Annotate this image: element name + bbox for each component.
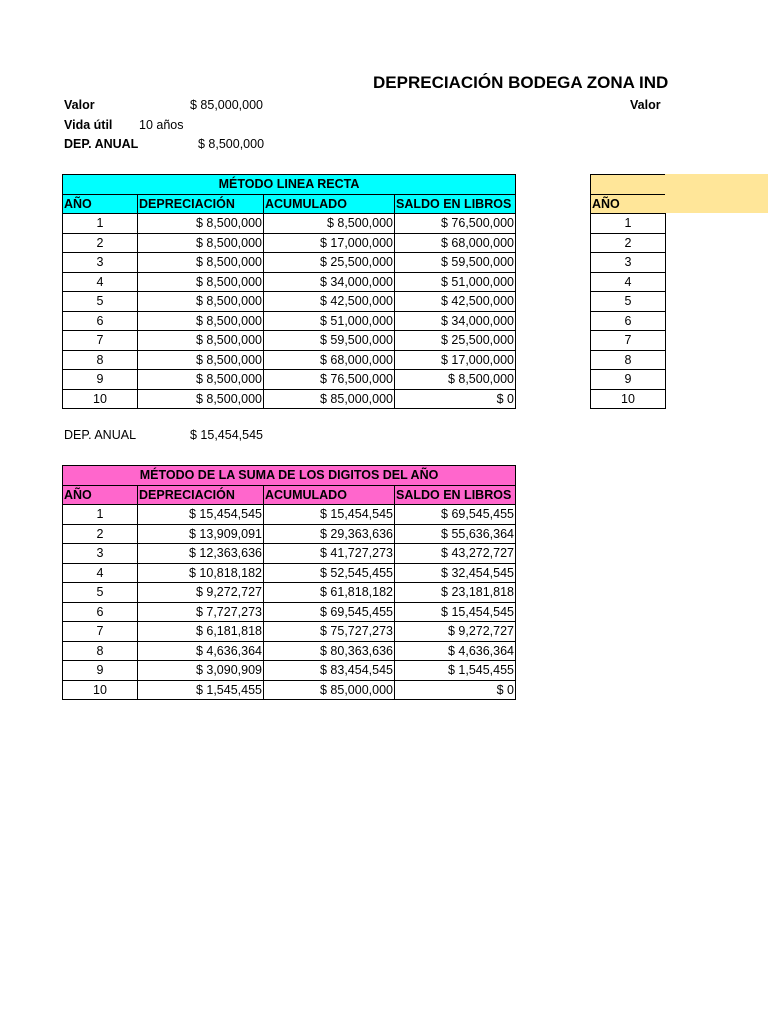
cell-ano: 1 [63, 505, 138, 525]
cell-ano: 9 [63, 661, 138, 681]
cell-depreciacion: $ 10,818,182 [138, 563, 264, 583]
cell-ano: 7 [591, 331, 666, 351]
cell-acumulado: $ 52,545,455 [264, 563, 395, 583]
suma-digitos-header-row [63, 485, 516, 505]
table-row [63, 331, 516, 351]
cell-ano: 9 [591, 370, 666, 390]
table-row [63, 583, 516, 603]
cell-ano: 8 [63, 641, 138, 661]
table-row [63, 622, 516, 642]
table-row [63, 563, 516, 583]
cell-saldo: $ 76,500,000 [395, 214, 516, 234]
cell-depreciacion: $ 8,500,000 [138, 311, 264, 331]
cell-acumulado: $ 41,727,273 [264, 544, 395, 564]
cell-acumulado: $ 15,454,545 [264, 505, 395, 525]
cell-depreciacion: $ 13,909,091 [138, 524, 264, 544]
table-row [63, 641, 516, 661]
cell-depreciacion: $ 12,363,636 [138, 544, 264, 564]
table-row [63, 233, 516, 253]
table-row [63, 505, 516, 525]
cell-ano: 1 [591, 214, 666, 234]
cell-ano: 2 [63, 233, 138, 253]
table-row [591, 389, 666, 409]
cell-acumulado: $ 61,818,182 [264, 583, 395, 603]
cell-ano: 4 [591, 272, 666, 292]
cell-acumulado: $ 85,000,000 [264, 389, 395, 409]
cell-ano: 6 [63, 311, 138, 331]
table-row [63, 389, 516, 409]
page-title: DEPRECIACIÓN BODEGA ZONA IND [373, 73, 669, 92]
table-row [63, 350, 516, 370]
cell-ano: 7 [63, 331, 138, 351]
cell-saldo: $ 25,500,000 [395, 331, 516, 351]
col-header-ano: AÑO [63, 485, 138, 505]
cell-ano: 5 [63, 583, 138, 603]
cell-saldo: $ 15,454,545 [395, 602, 516, 622]
cell-acumulado: $ 76,500,000 [264, 370, 395, 390]
cell-acumulado: $ 83,454,545 [264, 661, 395, 681]
cell-depreciacion: $ 8,500,000 [138, 272, 264, 292]
linea-recta-table [62, 174, 516, 409]
cell-ano: 9 [63, 370, 138, 390]
cell-saldo: $ 4,636,364 [395, 641, 516, 661]
table-row [63, 544, 516, 564]
right-partial-table [590, 174, 666, 409]
cell-ano: 5 [591, 292, 666, 312]
cell-depreciacion: $ 9,272,727 [138, 583, 264, 603]
cell-acumulado: $ 25,500,000 [264, 253, 395, 273]
linea-recta-header-row [63, 194, 516, 214]
cell-depreciacion: $ 8,500,000 [138, 292, 264, 312]
table-row [63, 680, 516, 700]
table-row [591, 214, 666, 234]
col-header-acumulado: ACUMULADO [264, 485, 395, 505]
cell-acumulado: $ 75,727,273 [264, 622, 395, 642]
cell-depreciacion: $ 4,636,364 [138, 641, 264, 661]
right-table-title-cell [591, 175, 666, 195]
col-header-depreciacion: DEPRECIACIÓN [138, 194, 264, 214]
table-row [63, 272, 516, 292]
cell-depreciacion: $ 8,500,000 [138, 331, 264, 351]
table-row [63, 311, 516, 331]
cell-ano: 3 [591, 253, 666, 273]
cell-ano: 10 [63, 680, 138, 700]
table-row [63, 214, 516, 234]
table-row [591, 233, 666, 253]
table-row [591, 292, 666, 312]
valor-value: $ 85,000,000 [190, 98, 263, 112]
col-header-acumulado: ACUMULADO [264, 194, 395, 214]
cell-saldo: $ 51,000,000 [395, 272, 516, 292]
table-row [591, 253, 666, 273]
cell-ano: 3 [63, 253, 138, 273]
cell-acumulado: $ 80,363,636 [264, 641, 395, 661]
cell-saldo: $ 55,636,364 [395, 524, 516, 544]
right-valor-label: Valor [630, 98, 661, 112]
dep-anual-label: DEP. ANUAL [64, 137, 139, 151]
table-row [63, 602, 516, 622]
right-yellow-band [665, 174, 768, 213]
cell-ano: 6 [591, 311, 666, 331]
cell-acumulado: $ 69,545,455 [264, 602, 395, 622]
cell-depreciacion: $ 8,500,000 [138, 370, 264, 390]
cell-acumulado: $ 17,000,000 [264, 233, 395, 253]
table-row [63, 661, 516, 681]
vida-util-value: 10 años [139, 118, 184, 132]
cell-ano: 8 [591, 350, 666, 370]
cell-saldo: $ 34,000,000 [395, 311, 516, 331]
cell-depreciacion: $ 3,090,909 [138, 661, 264, 681]
cell-acumulado: $ 8,500,000 [264, 214, 395, 234]
cell-ano: 7 [63, 622, 138, 642]
cell-saldo: $ 17,000,000 [395, 350, 516, 370]
table-row [63, 524, 516, 544]
col-header-depreciacion: DEPRECIACIÓN [138, 485, 264, 505]
table-row [591, 311, 666, 331]
cell-acumulado: $ 85,000,000 [264, 680, 395, 700]
dep-anual-2-value: $ 15,454,545 [190, 428, 263, 442]
col-header-saldo: SALDO EN LIBROS [395, 194, 516, 214]
cell-acumulado: $ 34,000,000 [264, 272, 395, 292]
cell-saldo: $ 43,272,727 [395, 544, 516, 564]
cell-acumulado: $ 51,000,000 [264, 311, 395, 331]
cell-depreciacion: $ 1,545,455 [138, 680, 264, 700]
cell-ano: 2 [591, 233, 666, 253]
cell-depreciacion: $ 8,500,000 [138, 350, 264, 370]
cell-ano: 2 [63, 524, 138, 544]
vida-util-label: Vida útil [64, 118, 113, 132]
cell-saldo: $ 9,272,727 [395, 622, 516, 642]
cell-saldo: $ 0 [395, 389, 516, 409]
cell-acumulado: $ 59,500,000 [264, 331, 395, 351]
table-row [591, 272, 666, 292]
cell-saldo: $ 0 [395, 680, 516, 700]
table-row [591, 370, 666, 390]
cell-saldo: $ 23,181,818 [395, 583, 516, 603]
table-row [63, 370, 516, 390]
cell-saldo: $ 59,500,000 [395, 253, 516, 273]
dep-anual-2-label: DEP. ANUAL [64, 428, 137, 442]
cell-saldo: $ 32,454,545 [395, 563, 516, 583]
cell-depreciacion: $ 8,500,000 [138, 233, 264, 253]
cell-depreciacion: $ 8,500,000 [138, 253, 264, 273]
cell-ano: 6 [63, 602, 138, 622]
cell-ano: 1 [63, 214, 138, 234]
cell-acumulado: $ 29,363,636 [264, 524, 395, 544]
cell-ano: 4 [63, 563, 138, 583]
cell-ano: 5 [63, 292, 138, 312]
cell-depreciacion: $ 7,727,273 [138, 602, 264, 622]
cell-ano: 3 [63, 544, 138, 564]
cell-acumulado: $ 68,000,000 [264, 350, 395, 370]
cell-depreciacion: $ 6,181,818 [138, 622, 264, 642]
cell-saldo: $ 69,545,455 [395, 505, 516, 525]
cell-saldo: $ 68,000,000 [395, 233, 516, 253]
table-row [591, 331, 666, 351]
suma-digitos-title: MÉTODO DE LA SUMA DE LOS DIGITOS DEL AÑO [63, 466, 516, 486]
cell-depreciacion: $ 8,500,000 [138, 389, 264, 409]
table-row [63, 292, 516, 312]
cell-ano: 10 [63, 389, 138, 409]
cell-saldo: $ 8,500,000 [395, 370, 516, 390]
cell-depreciacion: $ 8,500,000 [138, 214, 264, 234]
cell-saldo: $ 42,500,000 [395, 292, 516, 312]
dep-anual-value: $ 8,500,000 [198, 137, 265, 151]
cell-ano: 8 [63, 350, 138, 370]
linea-recta-title: MÉTODO LINEA RECTA [63, 175, 516, 195]
col-header-ano: AÑO [63, 194, 138, 214]
col-header-saldo: SALDO EN LIBROS [395, 485, 516, 505]
table-row [591, 350, 666, 370]
valor-label: Valor [64, 98, 95, 112]
cell-ano: 10 [591, 389, 666, 409]
cell-depreciacion: $ 15,454,545 [138, 505, 264, 525]
cell-saldo: $ 1,545,455 [395, 661, 516, 681]
suma-digitos-table [62, 465, 516, 700]
table-row [63, 253, 516, 273]
right-col-header-ano: AÑO [591, 194, 666, 214]
cell-ano: 4 [63, 272, 138, 292]
cell-acumulado: $ 42,500,000 [264, 292, 395, 312]
